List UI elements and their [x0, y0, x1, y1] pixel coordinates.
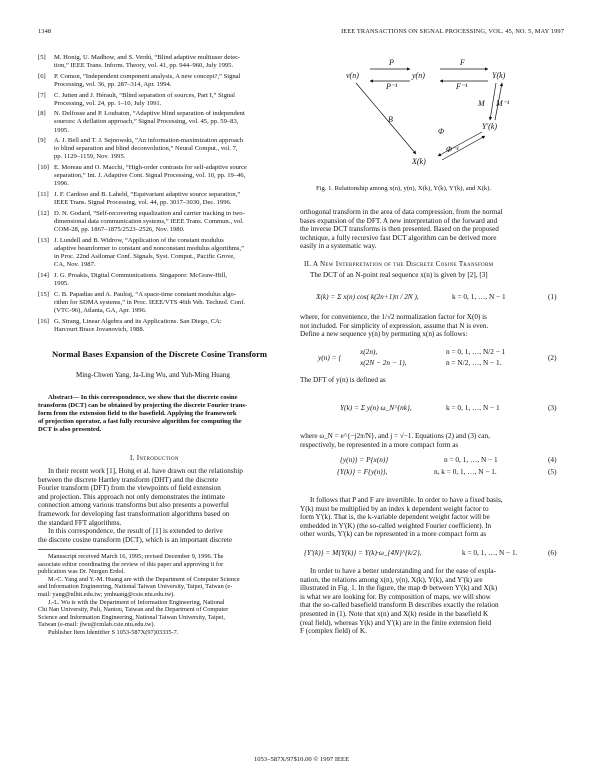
text-line: Taiwan (e-mail: jlwu@cmlab.csie.ntu.edu.tw).: [38, 621, 156, 629]
equation-3-cond: k = 0, 1, …, N − 1: [446, 403, 500, 412]
label-pinv: P⁻¹: [386, 82, 398, 91]
text-line: between the discrete Hartley transform (DHT) and the discrete: [38, 475, 219, 484]
arrow-phi: [438, 132, 482, 156]
reference-text: D. N. Godard, “Self-recovering equalization and carrier tracking in two- dimensional data communication systems,” IEEE Trans. Commun., vol. COM-28, pp. 1867–1875/2523–2526, Nov. 1980.: [54, 209, 245, 234]
reference-text: N. Delfosse and P. Loubaton, “Adaptive blind separation of independent sources: A deflation approach,” Signal Processing, vol. 45, pp. 59–83, 1995.: [54, 110, 245, 134]
reference-number: [13]: [38, 236, 49, 244]
page-number: 1348: [38, 28, 52, 35]
paper-authors: Ming-Chwen Yang, Ja-Ling Wu, and Yuh-Ming Huang: [76, 371, 230, 379]
text-line: illustrated in Fig. 1. In the figure, the map Φ between Y'(k) and X(k): [300, 584, 498, 593]
reference-text: E. Moreau and O. Macchi, “High-order contrasts for self-adaptive source separation,” Int. J. Adaptive Cont. Signal Processing, vol. 10, pp. 19–46, 1996.: [54, 164, 247, 188]
node-yp: Y'(k): [482, 122, 498, 131]
text-line: In this correspondence, the result of [1] is extended to derive: [48, 527, 223, 536]
reference-text: J. F. Cardoso and B. Laheld, “Equivariant adaptive source separation,” IEEE Trans. Signal Processing, vol. 44, pp. 3017–3030, Dec. 1996.: [54, 191, 241, 207]
reference-number: [7]: [38, 91, 46, 99]
label-phi: Φ: [438, 127, 445, 136]
text-line: bases expansion of the DFT. A new interpretation of the forward and: [300, 216, 498, 225]
text-line: respectively, be represented in a more compact form as: [300, 440, 459, 449]
text-line: form from the extension field to the basefield. Applying the framework: [38, 410, 237, 417]
label-b: B: [388, 115, 393, 124]
reference-text: J. Lundell and B. Widrow, “Application of the constant modulus adaptive beamformer to constant and nonconstant modulus algorithms,” in Proc. 22nd Asilomar Conf. Signals, Syst. Comput., Pacific Grove, CA, Nov. 1987.: [54, 236, 245, 269]
equation-6-cond: k = 0, 1, …, N − 1.: [462, 548, 518, 557]
text-line: In order to have a better understanding and for the ease of expla-: [310, 567, 496, 575]
label-finv: F⁻¹: [456, 82, 468, 91]
reference-number: [16]: [38, 317, 49, 325]
text-line: technique, a fully recursive fast DCT algorithm can be derived more: [300, 233, 497, 242]
permute-text: [300, 313, 562, 339]
text-line: Publisher Item Identifier S 1053-587X(97)03335-7.: [48, 628, 179, 636]
footnote: [38, 553, 286, 637]
reference-text: P. Comon, “Independent component analysis, A new concept?,” Signal Processing, vol. 36, pp. 287–314, Apr. 1994.: [54, 72, 241, 88]
node-yk: Y(k): [492, 71, 506, 80]
equation-5-number: (5): [548, 467, 557, 476]
equation-2-case2: x(2N − 2n − 1),: [360, 358, 407, 367]
equation-6-number: (6): [548, 548, 557, 557]
text-line: J.-L. Wu is with the Department of Information Engineering, National: [48, 598, 225, 606]
equation-5: {Y(k)} = F{y(n)},: [337, 467, 388, 476]
equation-1-cond: k = 0, 1, …, N − 1: [452, 292, 506, 301]
reference-text: C. B. Papadias and A. Paulraj, “A space-time constant modulus algo- rithm for SDMA systems,” in Proc. IEEE/VTS 46th Veh. Technol. Conf. (VTC-96), Atlanta, GA, Apr. 1996.: [54, 290, 246, 314]
label-p: P: [389, 58, 394, 67]
figure-1-caption: Fig. 1. Relationship among x(n), y(n), X(k), Y(k), Y'(k), and X(k).: [316, 185, 492, 192]
equation-4: {y(n)} = P{x(n)}: [340, 455, 389, 464]
text-line: is what we are looking for. By composition of maps, we will show: [300, 592, 491, 601]
equation-2-number: (2): [548, 353, 557, 362]
reference-text: G. Strang, Linear Algebra and its Applications. San Diego, CA: Harcourt Brace Jovanovich, 1988.: [54, 317, 222, 333]
text-line: nation, the relations among x(n), y(n), X(k), Y(k), and Y'(k) are: [300, 575, 483, 584]
text-line: and projection. This approach not only demonstrates the intimate: [38, 492, 225, 501]
reference-text: J. G. Proakis, Digital Communications. Singapore: McGraw-Hill, 1995.: [54, 271, 228, 287]
text-line: where ω_N = e^{−j2π/N}, and j = √−1. Equations (2) and (3) can,: [300, 432, 490, 440]
text-line: Y(k) must be multiplied by an index k dependent weight factor to: [300, 504, 489, 513]
dct-intro: The DCT of an N-point real sequence x(n) is given by [2], [3]: [310, 271, 488, 279]
text-line: associate editor coordinating the review of this paper and approving it for: [38, 560, 224, 568]
equation-2-lhs: y(n) = {: [318, 353, 342, 362]
text-line: F (complex field) of K.: [300, 627, 367, 636]
text-line: that the so-called basefield transform B describes exactly the relation: [300, 601, 499, 610]
label-m: M: [478, 99, 485, 108]
abstract: [38, 394, 286, 434]
reference-number: [9]: [38, 137, 46, 145]
text-line: where, for convenience, the 1/√2 normalization factor for X(0) is: [300, 313, 487, 321]
text-line: presented in (1). Note that x(n) and X(k) reside in the basefield K: [300, 609, 489, 618]
equation-4-number: (4): [548, 455, 557, 464]
text-line: the discrete cosine transform (DCT), which is an important discrete: [38, 535, 233, 544]
text-line: connection among various transforms but also presents a powerful: [38, 501, 229, 510]
equation-4-cond: n = 0, 1, …, N − 1: [444, 455, 498, 464]
text-line: Abstract— In this correspondence, we show that the discrete cosine: [48, 394, 238, 401]
paper-title: Normal Bases Expansion of the Discrete Cosine Transform: [52, 349, 268, 359]
equation-2-cond2: n = N/2, …, N − 1.: [446, 358, 502, 367]
node-y: y(n): [412, 71, 425, 80]
section-intro-title: I. Introduction: [130, 454, 179, 462]
text-line: embedded in Y'(K) (the so-called weighted Fourier coefficient). In: [300, 521, 492, 530]
label-phiinv: Φ⁻¹: [446, 145, 459, 154]
reference-number: [12]: [38, 209, 49, 217]
footnote-divider: [38, 549, 138, 550]
text-line: Fourier transform (DFT) from the viewpoints of field extension: [38, 484, 221, 493]
text-line: orthogonal transform in the area of data compression, from the normal: [300, 208, 503, 216]
intro-text: [38, 467, 286, 544]
text-line: (real field), whereas Y(k) and Y'(k) are in the finite extension field: [300, 618, 492, 627]
reference-number: [8]: [38, 110, 46, 118]
equation-5-cond: n, k = 0, 1, …, N − 1.: [434, 467, 497, 476]
node-v: v(n): [346, 71, 359, 80]
text-line: of projection operator, a fast fully recursive algorithm for computing the: [38, 418, 242, 425]
reference-text: M. Honig, U. Madhow, and S. Verdú, “Blind adaptive multiuser detec- tion,” IEEE Trans. Inform. Theory, vol. 41, pp. 944–960, July 1995.: [54, 54, 241, 70]
reference-number: [14]: [38, 271, 49, 279]
reference-text: C. Jutten and J. Hérault, “Blind separation of sources, Part I,” Signal Processing, vol. 24, pp. 1–10, July 1991.: [54, 91, 235, 107]
node-x: X(k): [412, 157, 426, 166]
text-line: the inverse DCT transforms is then presented. Based on the proposed: [300, 225, 499, 234]
text-line: not included. For simplicity of expression, assume that N is even.: [300, 321, 489, 330]
equation-3-number: (3): [548, 403, 557, 412]
reference-number: [15]: [38, 290, 49, 298]
text-line: Manuscript received March 16, 1995; revised December 9, 1996. The: [48, 553, 224, 560]
journal-header: IEEE TRANSACTIONS ON SIGNAL PROCESSING, VOL. 45, NO. 5, MAY 1997: [341, 28, 564, 35]
text-line: the standard FFT algorithms.: [38, 518, 122, 527]
text-line: Chi Nan University, Puli, Nantou, Taiwan and the Department of Computer: [38, 606, 229, 614]
text-line: mail: yang@nlhit.edu.tw; ymhuang@csie.ntu.edu.tw).: [38, 590, 175, 598]
reference-number: [6]: [38, 72, 46, 80]
text-line: and Information Engineering, National Taiwan University, Taipei, Taiwan (e-: [38, 583, 233, 591]
equation-6: {Y'(k)} = M{Y(k)} = Y(k)·ω_{4N}^{k/2},: [304, 548, 422, 557]
text-line: other words, Y'(k) can be represented in a more compact form as: [300, 530, 487, 539]
intro-continuation: [300, 208, 562, 251]
text-line: easily in a systematic way.: [300, 242, 377, 251]
equation-2-case1: x(2n),: [360, 347, 378, 356]
text-line: framework for developing fast transformation algorithms based on: [38, 509, 230, 518]
equation-1-number: (1): [548, 292, 557, 301]
copyright-footer: 1053–587X/97$10.00 © 1997 IEEE: [254, 756, 350, 763]
reference-number: [5]: [38, 54, 46, 61]
equation-3: Y(k) = Σ y(n) ω_N^{nk},: [340, 403, 412, 412]
figure-1-diagram: [332, 56, 522, 171]
text-line: form Y'(k). That is, the k-variable dependent weight factor will be: [300, 513, 490, 522]
label-minv: M⁻¹: [496, 99, 510, 108]
text-line: publication was Dr. Nurgun Erdol.: [38, 568, 125, 576]
arrow-b: [356, 83, 416, 154]
dft-intro: The DFT of y(n) is defined as: [300, 376, 386, 384]
text-line: Science and Information Engineering, National Taiwan University, Taipei,: [38, 613, 225, 621]
reference-number: [10]: [38, 164, 49, 172]
text-line: M.-C. Yang and Y.-M. Huang are with the Department of Computer Science: [48, 575, 240, 583]
invertible-text: [300, 496, 562, 539]
equation-1: X(k) = Σ x(n) cos( k(2n+1)π / 2N ),: [316, 292, 419, 301]
text-line: DCT is also presented.: [38, 426, 102, 433]
reference-text: A. J. Bell and T. J. Sejnowski, “An information-maximization approach to blind separation and blind deconvolution,” Neural Comput., vol. 7, pp. 1129–1159, Nov. 1995.: [54, 137, 244, 161]
equation-2-cond1: n = 0, 1, …, N/2 − 1: [446, 347, 506, 356]
references-list: [38, 54, 288, 339]
label-f: F: [460, 58, 465, 67]
text-line: Define a new sequence y(n) by permuting x(n) as follows:: [300, 330, 468, 339]
text-line: transform (DCT) can be obtained by projecting the discrete Fourier trans-: [38, 402, 248, 409]
omega-text: [300, 432, 562, 449]
reference-number: [11]: [38, 191, 49, 199]
section-2-title: II. A New Interpretation of the Discrete Cosine Transform: [304, 260, 494, 268]
text-line: In their recent work [1], Hong et al. have drawn out the relationship: [48, 467, 243, 475]
text-line: It follows that P and F are invertible. In order to have a fixed basis,: [310, 496, 503, 504]
figure-explanation: [300, 567, 562, 636]
